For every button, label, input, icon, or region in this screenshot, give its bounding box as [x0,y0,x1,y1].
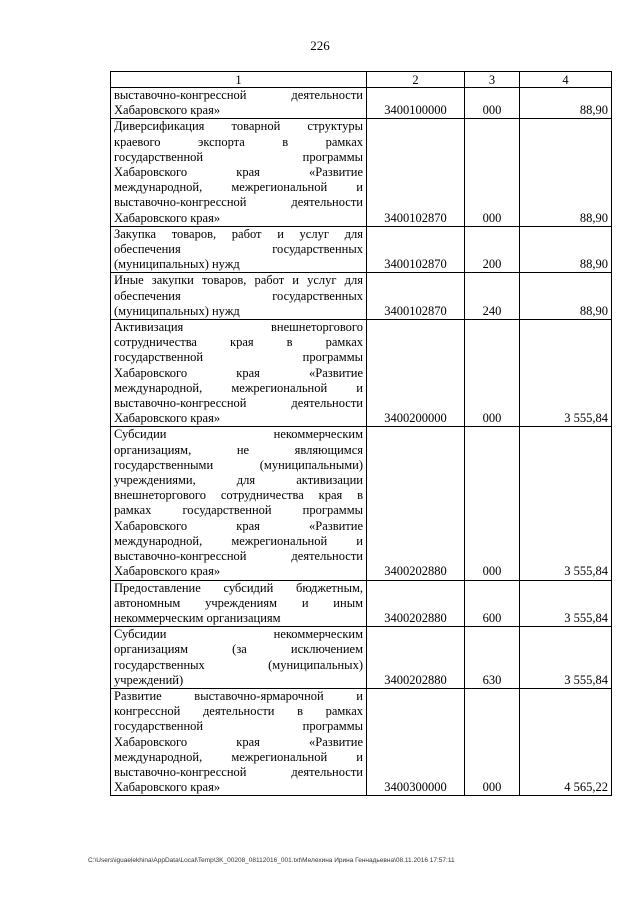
item-name-line: Закупка товаров, работ и услуг для [114,226,363,241]
item-name-cell [111,119,367,226]
amount-cell: 3 555,84 [520,580,612,627]
item-name-line: (муниципальных) нужд [114,257,240,272]
table-header-row [111,72,612,88]
amount-cell: 88,90 [520,226,612,273]
table-row [111,273,612,320]
item-name-line: обеспечения государственных [114,242,363,257]
table-row [111,320,612,427]
table-row [111,580,612,627]
item-name-cell [111,580,367,627]
item-name-cell [111,688,367,795]
table-row [111,226,612,273]
table-row [111,119,612,226]
item-name-cell [111,88,367,119]
item-name-line: Хабаровского края» [114,210,221,225]
item-name-line: государственной программы [114,350,363,365]
amount-cell: 88,90 [520,119,612,226]
expense-type-cell: 000 [465,320,520,427]
target-code-cell: 3400102870 [367,119,465,226]
item-name-line: рамках государственной программы [114,503,363,518]
file-path-footer: C:\Users\iguaelekhina\AppData\Local\Temp\3K_00208_08112016_001.txt\Мелехина Ирина Геннадьевна\08.11.2016 17:57:11 [88,857,455,864]
item-name-line: Хабаровского края» [114,564,221,579]
amount-cell: 88,90 [520,273,612,320]
item-name-line: учреждениями, для активизации [114,473,363,488]
item-name-line: конгрессной деятельности в рамках [114,704,363,719]
item-name-line: Хабаровского края» [114,103,221,118]
amount-cell: 3 555,84 [520,320,612,427]
item-name-line: Активизация внешнеторгового [114,320,363,335]
expense-type-cell: 200 [465,226,520,273]
amount-cell: 4 565,22 [520,688,612,795]
item-name-line: организациям (за исключением [114,642,363,657]
item-name-line: Субсидии некоммерческим [114,427,363,442]
item-name-line: Хабаровского края «Развитие [114,365,363,380]
item-name-cell [111,427,367,580]
item-name-line: Иные закупки товаров, работ и услуг для [114,273,363,288]
item-name-line: выставочно-конгрессной деятельности [114,764,363,779]
item-name-line: Хабаровского края «Развитие [114,165,363,180]
target-code-cell: 3400102870 [367,226,465,273]
item-name-line: Хабаровского края «Развитие [114,518,363,533]
target-code-cell: 3400102870 [367,273,465,320]
item-name-line: международной, межрегиональной и [114,749,363,764]
item-name-line: государственными (муниципальными) [114,457,363,472]
item-name-line: обеспечения государственных [114,288,363,303]
expense-type-cell: 630 [465,627,520,689]
expense-type-cell: 600 [465,580,520,627]
item-name-line: некоммерческим организациям [114,610,281,625]
target-code-cell: 3400300000 [367,688,465,795]
item-name-line: организациям, не являющимся [114,442,363,457]
item-name-line: сотрудничества края в рамках [114,335,363,350]
amount-cell: 88,90 [520,88,612,119]
item-name-line: государственной программы [114,149,363,164]
item-name-line: выставочно-конгрессной деятельности [114,195,363,210]
target-code-cell: 3400202880 [367,580,465,627]
expense-type-cell: 000 [465,88,520,119]
item-name-line: краевого экспорта в рамках [114,134,363,149]
expense-type-cell: 000 [465,427,520,580]
item-name-line: выставочно-конгрессной деятельности [114,396,363,411]
target-code-cell: 3400100000 [367,88,465,119]
column-header: 2 [367,72,465,88]
expense-type-cell: 000 [465,688,520,795]
page-number: 226 [310,38,330,53]
item-name-line: Хабаровского края» [114,780,221,795]
amount-cell: 3 555,84 [520,427,612,580]
item-name-line: автономным учреждениям и иным [114,595,363,610]
column-header: 3 [465,72,520,88]
target-code-cell: 3400202880 [367,427,465,580]
target-code-cell: 3400200000 [367,320,465,427]
column-header: 1 [111,72,367,88]
item-name-cell [111,226,367,273]
item-name-cell [111,320,367,427]
table-row [111,88,612,119]
item-name-line: внешнеторгового сотрудничества края в [114,488,363,503]
item-name-line: государственных (муниципальных) [114,657,363,672]
budget-table [110,71,612,796]
item-name-cell [111,627,367,689]
table-row [111,427,612,580]
item-name-line: выставочно-конгрессной деятельности [114,88,363,102]
item-name-line: Хабаровского края» [114,411,221,426]
column-header: 4 [520,72,612,88]
item-name-line: выставочно-конгрессной деятельности [114,549,363,564]
expense-type-cell: 240 [465,273,520,320]
item-name-line: международной, межрегиональной и [114,533,363,548]
item-name-line: Хабаровского края «Развитие [114,734,363,749]
amount-cell: 3 555,84 [520,627,612,689]
target-code-cell: 3400202880 [367,627,465,689]
item-name-line: международной, межрегиональной и [114,380,363,395]
item-name-line: Субсидии некоммерческим [114,627,363,642]
table-row [111,627,612,689]
item-name-line: Диверсификация товарной структуры [114,119,363,134]
item-name-line: международной, межрегиональной и [114,180,363,195]
item-name-line: Развитие выставочно-ярмарочной и [114,688,363,703]
item-name-line: (муниципальных) нужд [114,303,240,318]
item-name-line: Предоставление субсидий бюджетным, [114,580,363,595]
item-name-line: учреждений) [114,672,184,687]
table-row [111,688,612,795]
expense-type-cell: 000 [465,119,520,226]
item-name-cell [111,273,367,320]
item-name-line: государственной программы [114,719,363,734]
